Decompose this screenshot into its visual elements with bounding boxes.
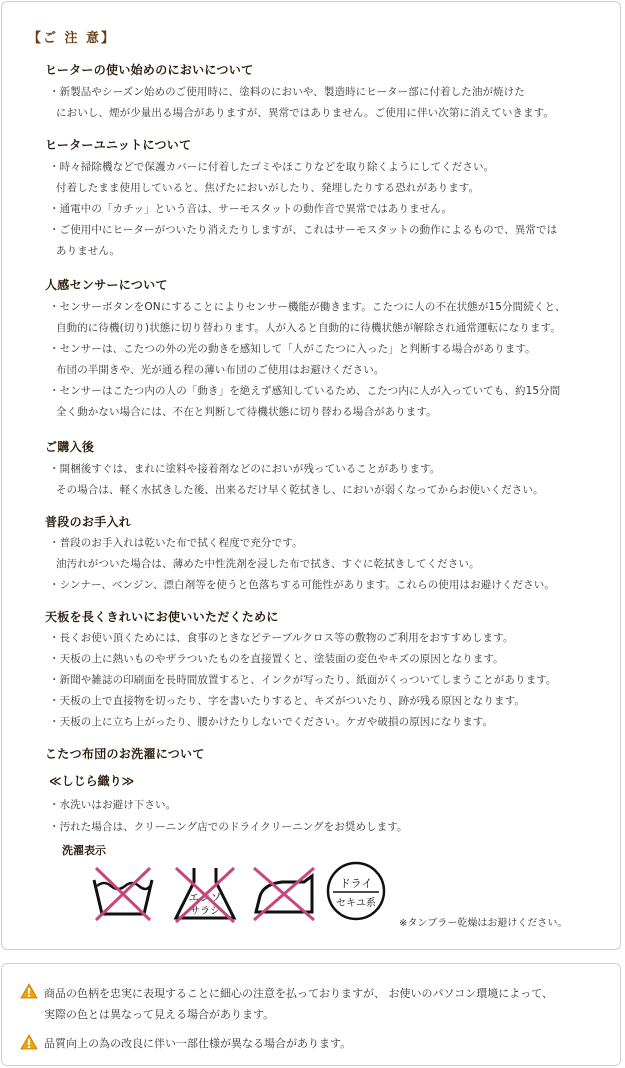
tumble-dry-note: ※タンブラー乾燥はお避けください。 xyxy=(399,918,568,929)
heading-tabletop-care: 天板を長くきれいにお使いいただくために xyxy=(45,610,279,624)
text-line: においし、煙が少量出る場合がありますが、異常ではありません。ご使用に伴い次第に消えていきます。 xyxy=(56,107,554,119)
text-line: ・センサーは、こたつの外の光の動きを感知して「人がこたつに入った」と判断する場合があります。 xyxy=(49,343,536,355)
no-iron-icon xyxy=(248,862,320,926)
text-line: 付着したまま使用していると、焦げたにおいがしたり、発埋したりする恐れがあります。 xyxy=(56,182,480,194)
text-line: ・長くお使い頂くためには、食事のときなどテーブルクロス等の敷物のご利用をおすすめします。 xyxy=(49,632,514,644)
no-bleach-icon xyxy=(170,862,240,928)
bleach-text-top: エンソ xyxy=(188,891,222,904)
text-line: ・開梱後すぐは、まれに塗料や接着剤などのにおいが残っていることがあります。 xyxy=(49,463,441,475)
text-line: ・シンナー、ベンジン、漂白剤等を使うと色落ちする可能性があります。これらの使用はお避けください。 xyxy=(49,579,555,591)
heading-motion-sensor: 人感センサーについて xyxy=(45,278,168,292)
text-line: ・天板の上で直接物を切ったり、字を書いたりすると、キズがついたり、跡が残る原因となります。 xyxy=(49,695,525,707)
heading-after-purchase: ご購入後 xyxy=(45,440,95,454)
disclaimer-color-line2: 実際の色とは異なって見える場合があります。 xyxy=(44,1008,275,1021)
petroleum-text: セキユ系 xyxy=(336,898,376,909)
text-line: ・センサーボタンをONにすることによりセンサー機能が働きます。こたつに人の不在状態が15分間続くと、 xyxy=(49,301,566,313)
page-title: 【ご 注 意】 xyxy=(28,31,117,46)
text-line: ありません。 xyxy=(56,245,121,257)
text-line: ・新製品やシーズン始めのご使用時に、塗料のにおいや、製造時にヒーター部に付着した油が焼けた xyxy=(49,86,525,98)
wash-label: 洗濯表示 xyxy=(62,844,106,857)
heading-heater-unit: ヒーターユニットについて xyxy=(45,138,192,152)
heading-first-use-smell: ヒーターの使い始めのにおいについて xyxy=(45,63,254,77)
text-line: ・通電中の「カチッ」という音は、サーモスタットの動作音で異常ではありません。 xyxy=(49,203,453,215)
text-line: ・時々掃除機などで保護カバーに付着したゴミやほこりなどを取り除くようにしてください。 xyxy=(49,161,495,173)
text-line: ・天板の上に立ち上がったり、腰かけたりしないでください。ケガや破損の原因になります。 xyxy=(49,716,494,728)
warning-icon xyxy=(20,1034,38,1050)
heading-futon-washing: こたつ布団のお洗濯について xyxy=(45,747,205,761)
text-line: その場合は、軽く水拭きした後、出来るだけ早く乾拭きし、においが弱くなってからお使いください。 xyxy=(56,484,544,496)
disclaimer-color-line1: 商品の色柄を忠実に表現することに細心の注意を払っておりますが、 お使いのパソコン環境によって、 xyxy=(44,987,554,1000)
dry-text: ドライ xyxy=(339,877,373,890)
dry-clean-petroleum-icon xyxy=(325,860,387,922)
subheading-shijira: ≪しじら織り≫ xyxy=(49,774,135,788)
heading-daily-care: 普段のお手入れ xyxy=(45,515,132,529)
text-line: ・センサーはこたつ内の人の「動き」を絶えず感知しているため、こたつ内に人が入っていても、約15分間 xyxy=(49,385,561,397)
disclaimer-spec-change: 品質向上の為の改良に伴い一部仕様が異なる場合があります。 xyxy=(44,1037,352,1050)
no-wash-icon xyxy=(88,862,158,926)
warning-icon xyxy=(20,983,38,999)
text-line: ・新聞や雑誌の印刷面を長時間放置すると、インクが写ったり、紙面がくっついてしまうことがあります。 xyxy=(49,674,557,686)
text-line: 油汚れがついた場合は、薄めた中性洗剤を浸した布で拭き、すぐに乾拭きしてください。 xyxy=(56,558,480,570)
text-line: 自動的に待機(切り)状態に切り替わります。人が入ると自動的に待機状態が解除され通常運転になります。 xyxy=(56,322,561,334)
text-line: ・天板の上に熱いものやザラついたものを直接置くと、塗装面の変色やキズの原因となります。 xyxy=(49,653,504,665)
text-line: ・水洗いはお避け下さい。 xyxy=(49,799,177,811)
text-line: ・汚れた場合は、クリーニング店でのドライクリーニングをお奨めします。 xyxy=(49,821,408,833)
text-line: 全く動かない場合には、不在と判断して待機状態に切り替わる場合があります。 xyxy=(56,406,437,418)
text-line: ・普段のお手入れは乾いた布で拭く程度で充分です。 xyxy=(49,537,303,549)
text-line: 布団の半開きや、光が通る程の薄い布団のご使用はお避けください。 xyxy=(56,364,385,376)
text-line: ・ご使用中にヒーターがついたり消えたりしますが、これはサーモスタットの動作によるもので、異常では xyxy=(49,224,558,236)
bleach-text-bottom: サラシ xyxy=(190,906,220,917)
